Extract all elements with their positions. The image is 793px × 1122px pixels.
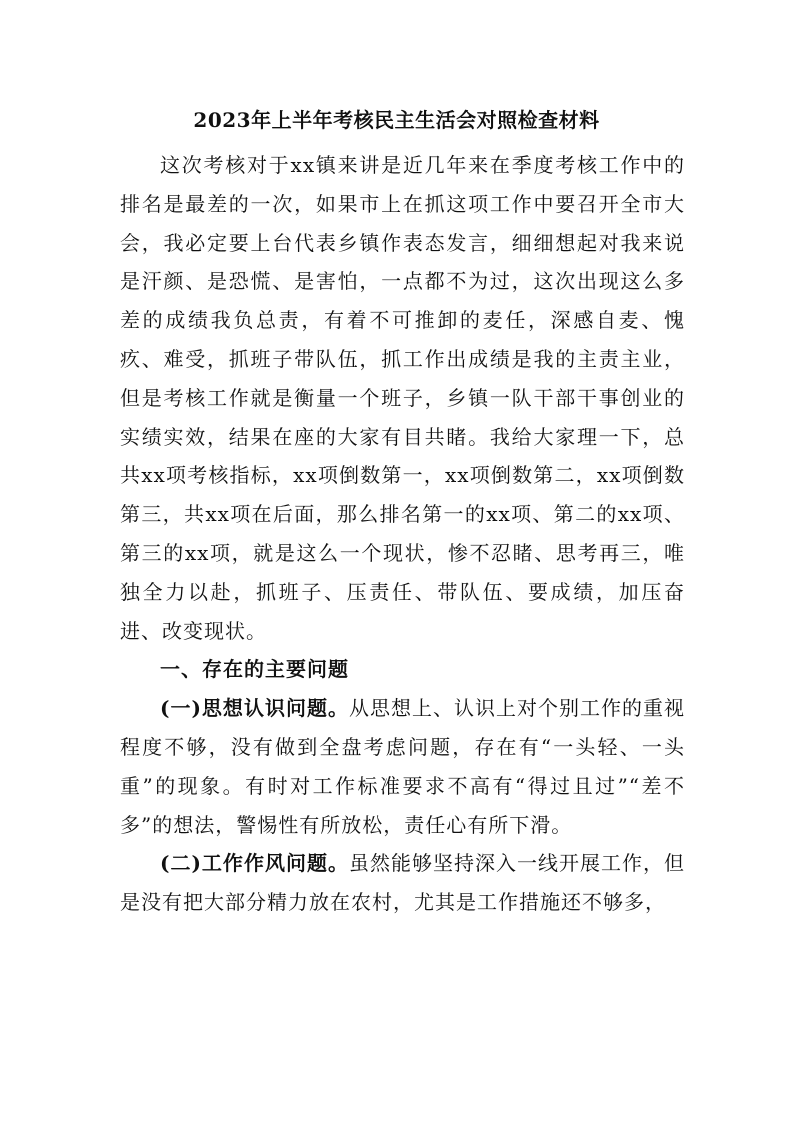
problem-item-text: 虽然能够坚持深入一线开展工作，但是没有把大部分精力放在农村，尤其是工作措施还不够多， [120,851,685,915]
problem-item-thinking [120,689,685,844]
problem-item-text: 从思想上、认识上对个别工作的重视程度不够，没有做到全盘考虑问题，存在有“一头轻、一头重”的现象。有时对工作标准要求不高有“得过且过”“差不多”的想法，警惕性有所放松，责任心有所下滑。 [120,696,685,837]
document-title: 2023年上半年考核民主生活会对照检查材料 [193,108,600,132]
problem-item-heading: (一)思想认识问题。 [160,696,349,721]
section-heading-main-problems: 一、存在的主要问题 [160,657,349,682]
intro-paragraph: 这次考核对于xx镇来讲是近几年来在季度考核工作中的排名是最差的一次，如果市上在抓这项工作中要召开全市大会，我必定要上台代表乡镇作表态发言，细细想起对我来说是汗颜、是恐慌、是害怕，一点都不为过，这次出现这么多差的成绩我负总责，有着不可推卸的麦任，深感自麦、愧疚、难受，抓班子带队伍，抓工作出成绩是我的主责主业，但是考核工作就是衡量一个班子，乡镇一队干部干事创业的实绩实效，结果在座的大家有目共睹。我给大家理一下，总共xx项考核指标，xx项倒数第一，xx项倒数第二，xx项倒数第三，共xx项在后面，那么排名第一的xx项、第二的xx项、第三的xx项，就是这么一个现状，惨不忍睹、思考再三，唯独全力以赴，抓班子、压责任、带队伍、要成绩，加压奋进、改变现状。 [120,153,685,643]
problem-item-work-style [120,844,685,922]
problem-item-heading: (二)工作作风问题。 [160,851,349,876]
document-body [120,146,685,922]
